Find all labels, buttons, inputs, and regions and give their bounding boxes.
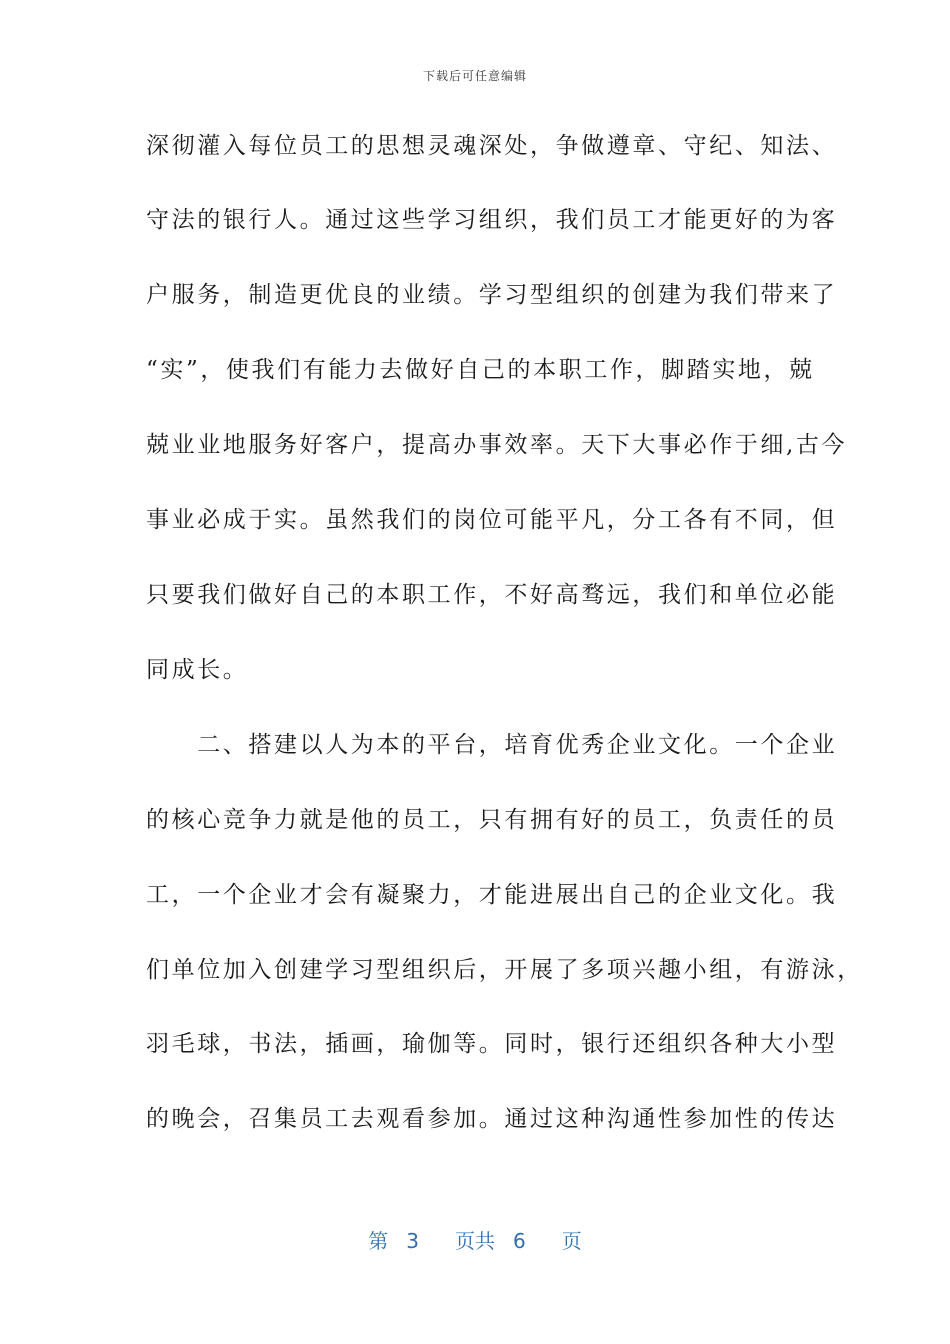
text-line: 的晚会，召集员工去观看参加。通过这种沟通性参加性的传达: [146, 1106, 838, 1132]
text-line: 事业必成于实。虽然我们的岗位可能平凡，分工各有不同，但: [146, 507, 838, 533]
page-footer: [0, 1225, 950, 1254]
page-label-prefix: 第: [368, 1229, 389, 1253]
text-line: 同成长。: [146, 657, 249, 683]
text-line: 守法的银行人。通过这些学习组织，我们员工才能更好的为客: [146, 207, 838, 233]
text-line: 工，一个企业才会有凝聚力，才能进展出自己的企业文化。我: [146, 882, 838, 908]
page-total-number: 6: [513, 1229, 526, 1253]
text-line: “实”，使我们有能力去做好自己的本职工作，脚踏实地，兢: [146, 357, 815, 383]
header-note: 下载后可任意编辑: [422, 69, 527, 83]
text-line: 的核心竞争力就是他的员工，只有拥有好的员工，负责任的员: [146, 807, 838, 833]
page-current-number: 3: [406, 1229, 419, 1253]
text-line: 们单位加入创建学习型组织后，开展了多项兴趣小组，有游泳，: [146, 957, 863, 983]
text-line: 羽毛球，书法，插画，瑜伽等。同时，银行还组织各种大小型: [146, 1031, 838, 1057]
page-label-suffix: 页: [561, 1229, 582, 1253]
text-line: 深彻灌入每位员工的思想灵魂深处，争做遵章、守纪、知法、: [146, 133, 838, 159]
page-label-middle: 页共: [455, 1229, 495, 1253]
text-line: 户服务，制造更优良的业绩。学习型组织的创建为我们带来了: [146, 282, 838, 308]
text-line: 兢业业地服务好客户，提高办事效率。天下大事必作于细,古今: [146, 432, 848, 458]
text-line: 只要我们做好自己的本职工作，不好高骛远，我们和单位必能: [146, 582, 838, 608]
text-line: 二、搭建以人为本的平台，培育优秀企业文化。一个企业: [146, 732, 838, 758]
